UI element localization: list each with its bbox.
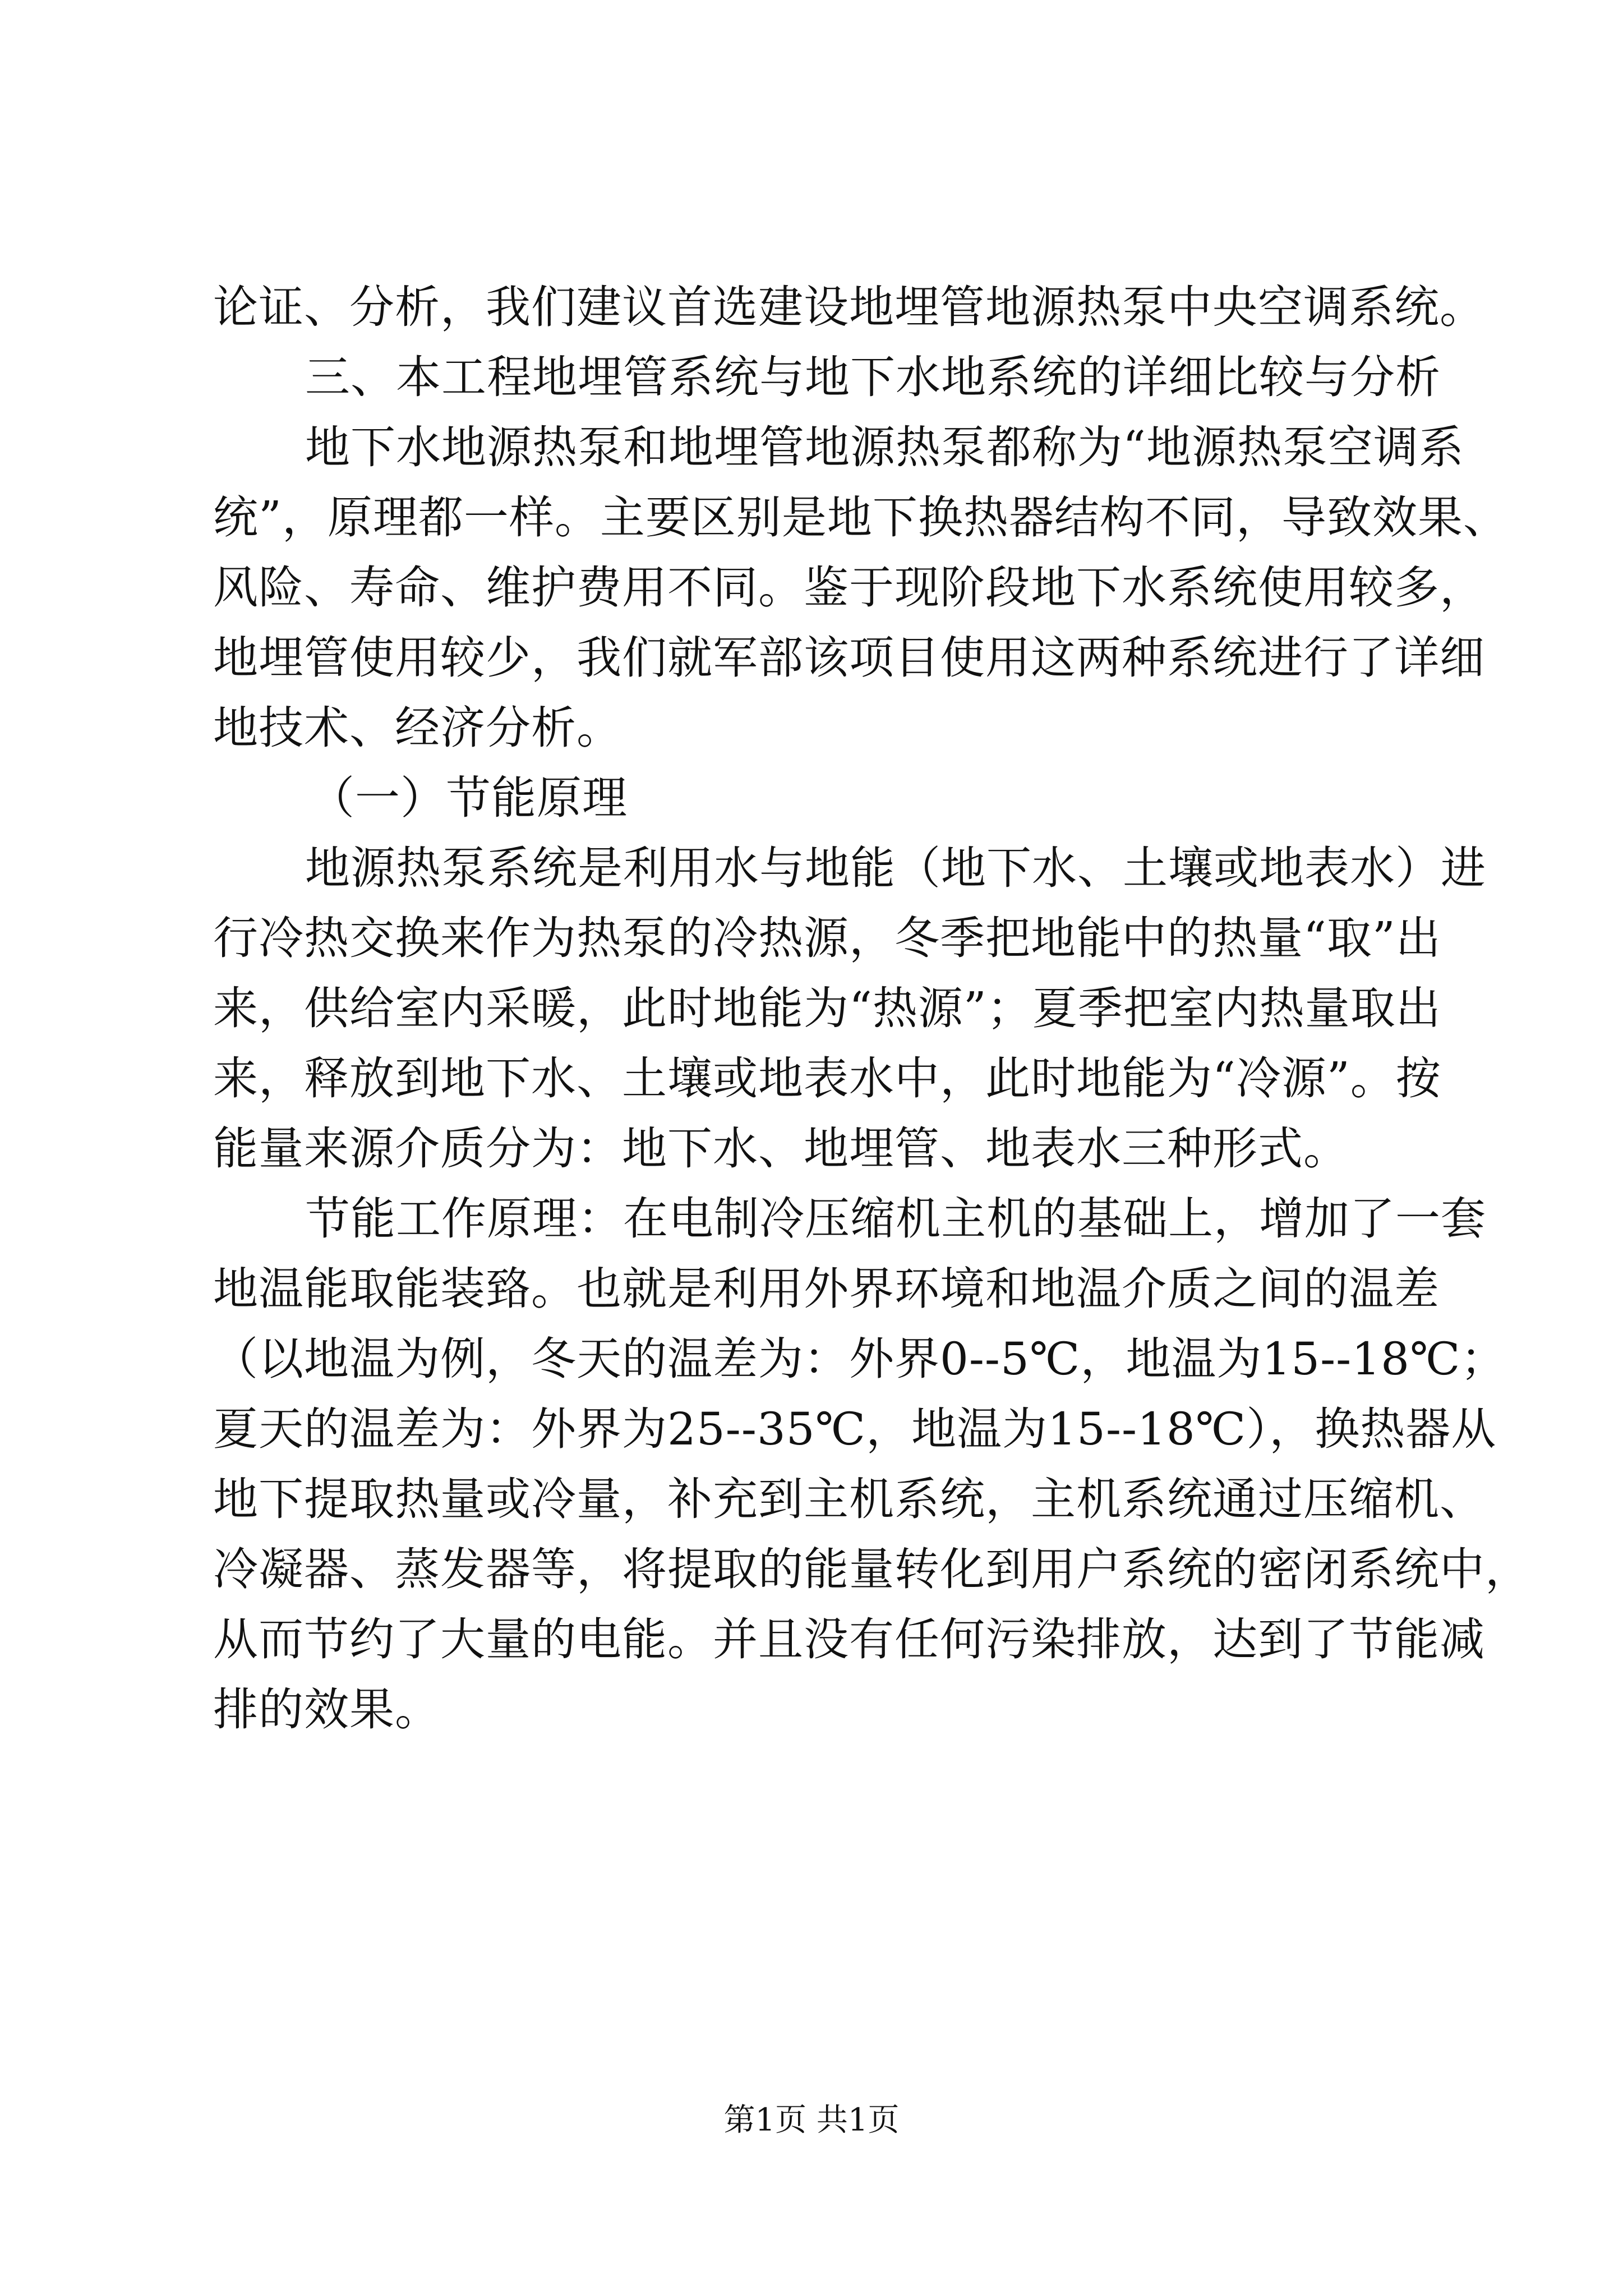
- text-line: 论证、分析，我们建议首选建设地埋管地源热泵中央空调系统。: [213, 281, 1485, 333]
- text-line: 地下提取热量或冷量，补充到主机系统，主机系统通过压缩机、: [213, 1473, 1485, 1525]
- text-line: 能量来源介质分为：地下水、地埋管、地表水三种形式。: [213, 1122, 1349, 1175]
- text-line: 统”，原理都一样。主要区别是地下换热器结构不同，导致效果、: [213, 491, 1509, 544]
- text-line: 地技术、经济分析。: [213, 702, 622, 754]
- text-line: （以地温为例，冬天的温差为：外界0--5℃，地温为15--18℃；: [213, 1333, 1506, 1385]
- text-line: 地下水地源热泵和地埋管地源热泵都称为“地源热泵空调系: [305, 421, 1464, 473]
- text-line: 来，释放到地下水、土壤或地表水中，此时地能为“冷源”。按: [213, 1052, 1441, 1105]
- text-line: 来，供给室内采暖，此时地能为“热源”；夏季把室内热量取出: [213, 982, 1441, 1034]
- subsection-heading: （一）节能原理: [310, 772, 628, 824]
- section-heading: 三、本工程地埋管系统与地下水地系统的详细比较与分析: [305, 351, 1441, 403]
- text-line: 风险、寿命、维护费用不同。鉴于现阶段地下水系统使用较多，: [213, 562, 1485, 614]
- text-line: 地温能取能装臵。也就是利用外界环境和地温介质之间的温差: [213, 1263, 1440, 1315]
- page-footer: 第1页 共1页: [723, 2102, 900, 2138]
- text-line: 从而节约了大量的电能。并且没有任何污染排放，达到了节能减: [213, 1613, 1485, 1665]
- text-line: 节能工作原理：在电制冷压缩机主机的基础上，增加了一套: [305, 1193, 1486, 1245]
- text-line: 冷凝器、蒸发器等，将提取的能量转化到用户系统的密闭系统中，: [213, 1543, 1530, 1595]
- text-line: 地源热泵系统是利用水与地能（地下水、土壤或地表水）进: [305, 842, 1486, 894]
- text-line: 夏天的温差为：外界为25--35℃，地温为15--18℃），换热器从: [213, 1403, 1497, 1455]
- text-line: 行冷热交换来作为热泵的冷热源，冬季把地能中的热量“取”出: [213, 912, 1441, 964]
- text-line: 排的效果。: [213, 1683, 440, 1736]
- text-line: 地埋管使用较少，我们就军部该项目使用这两种系统进行了详细: [213, 632, 1485, 684]
